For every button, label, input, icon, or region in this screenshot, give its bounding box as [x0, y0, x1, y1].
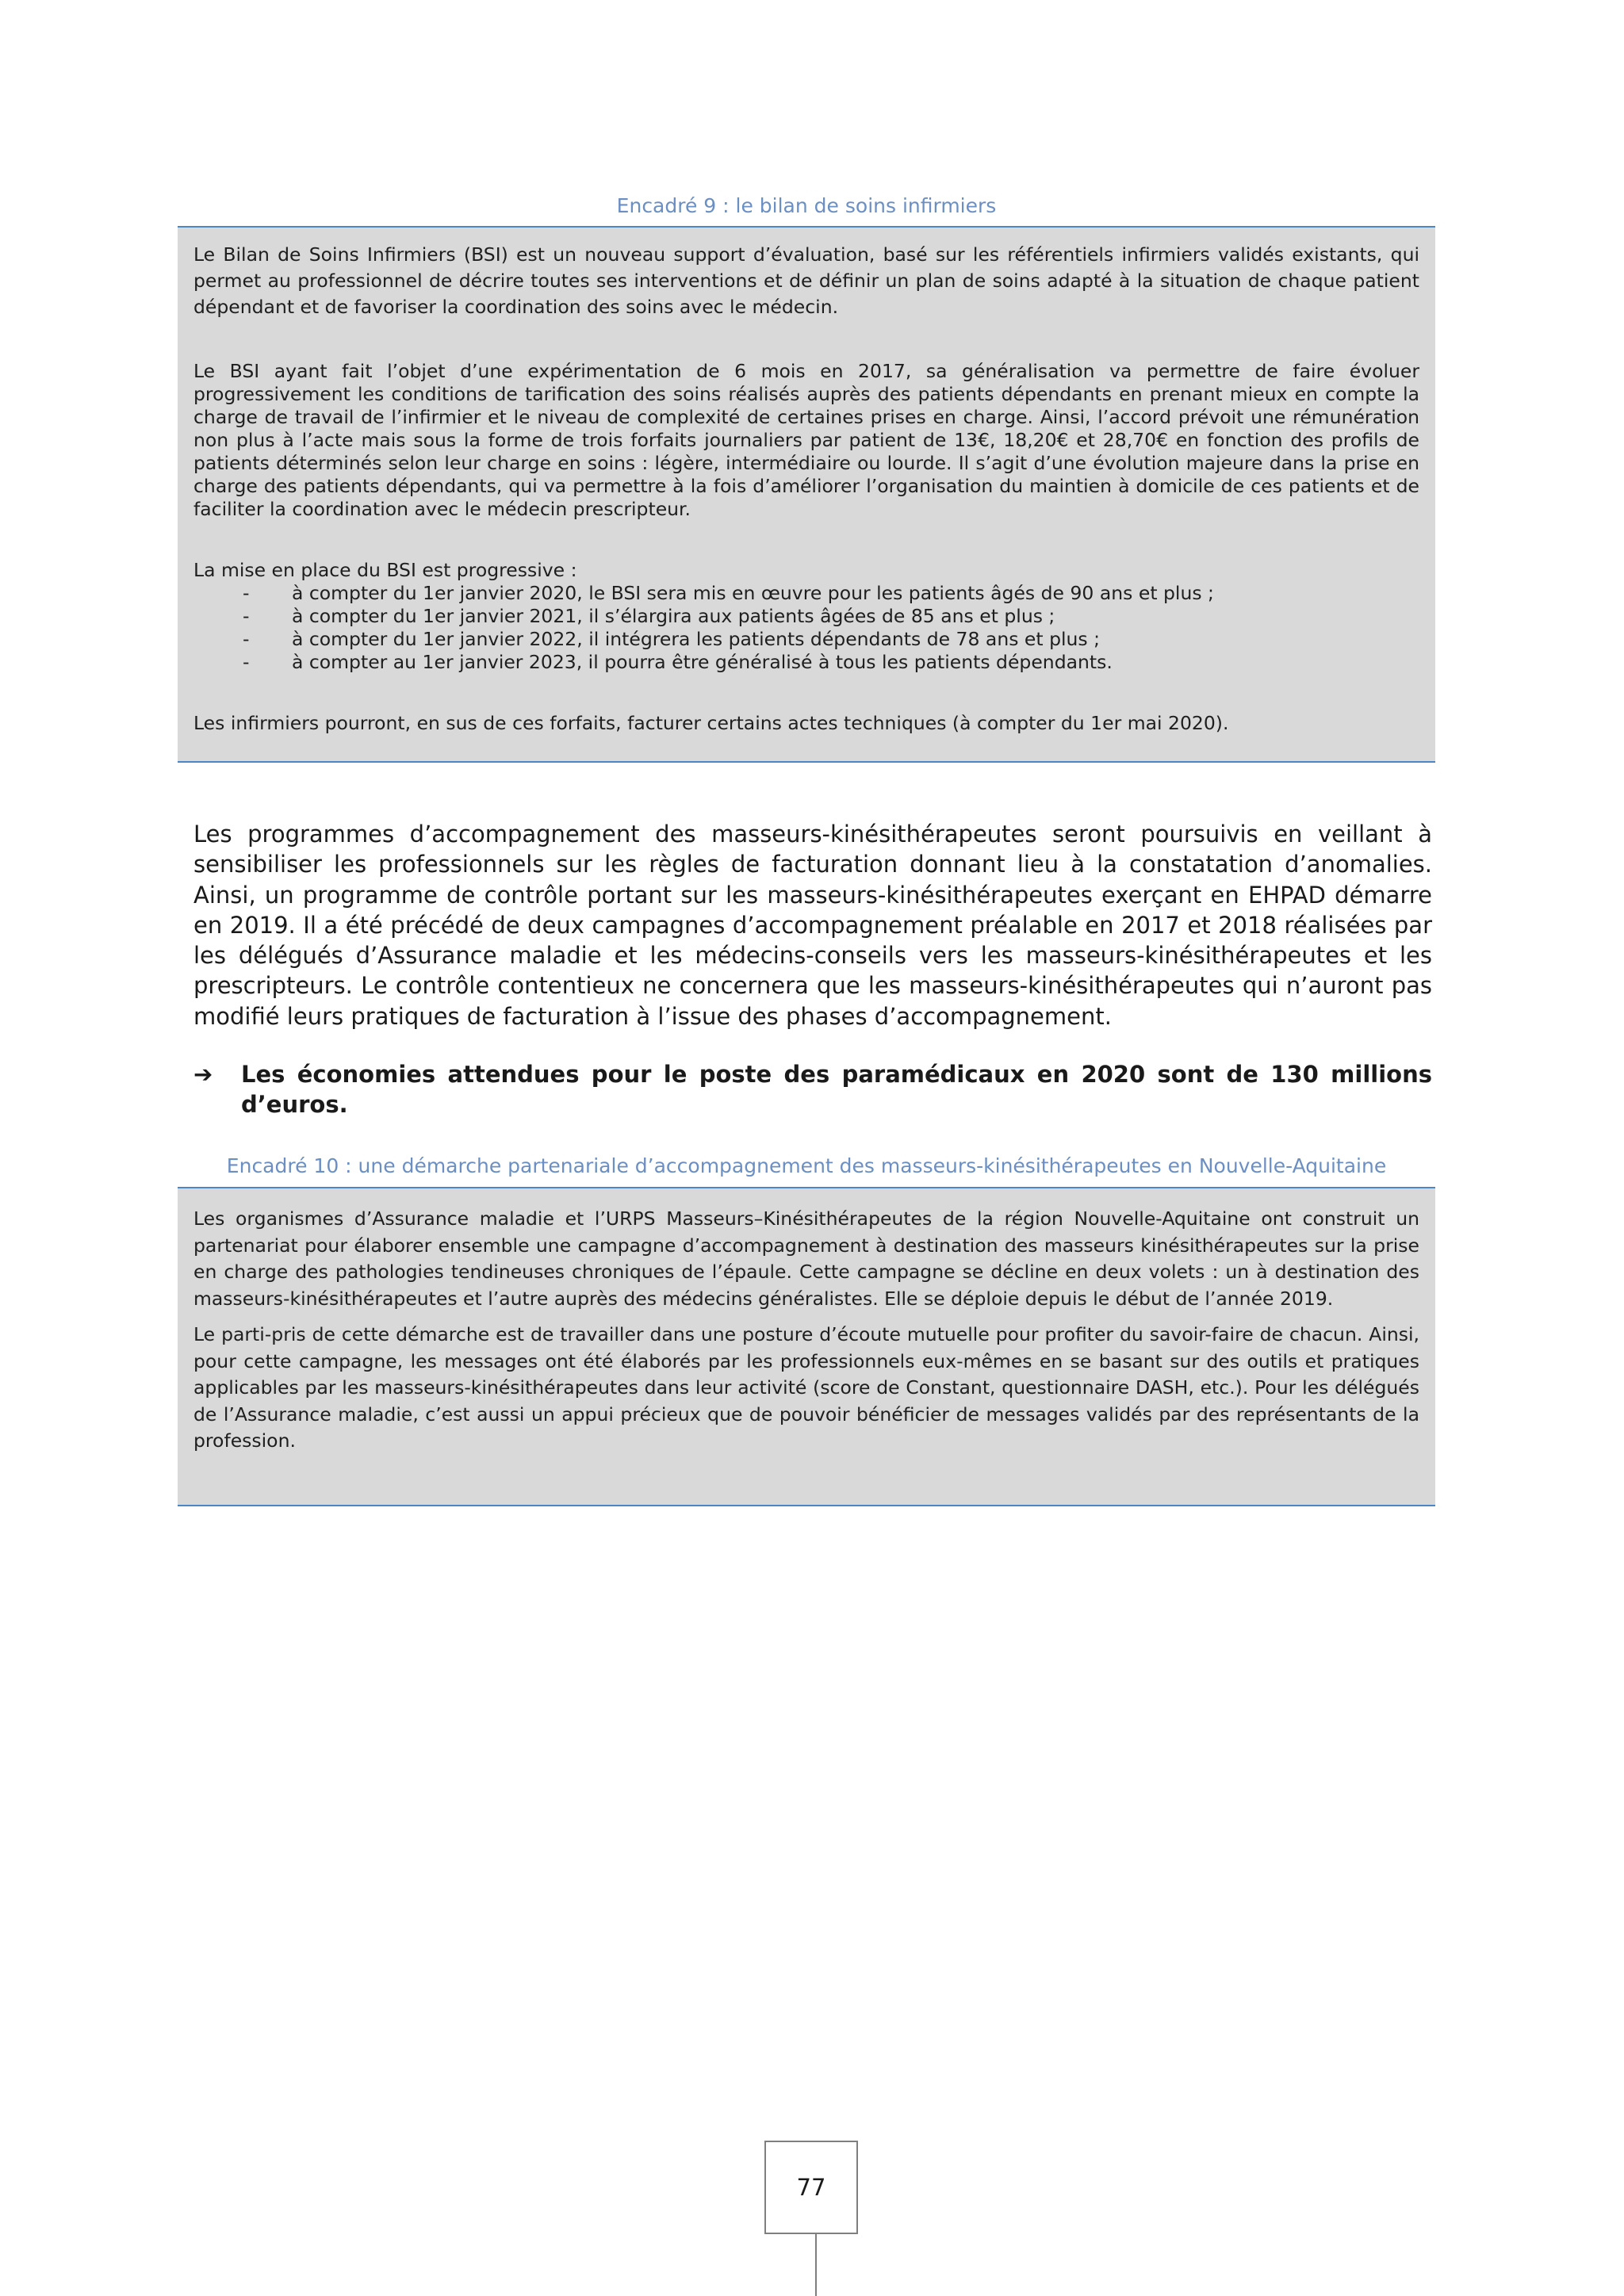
- box9-paragraph-4: Les infirmiers pourront, en sus de ces forfaits, facturer certains actes techniques (à compter du 1er mai 2020).: [193, 712, 1229, 734]
- bullet-dash: -: [243, 651, 250, 673]
- box10-paragraph-2: Le parti-pris de cette démarche est de travailler dans une posture d’écoute mutuelle pour profiter du savoir-faire de chacun. Ainsi, pour cette campagne, les messages ont été élaborés par les professionnels eux-mêmes en se basant sur des outils et pratiques applicables par les masseurs-kinésithérapeutes dans leur activité (score de Constant, questionnaire DASH, etc.). Pour les délégués de l’Assurance maladie, c’est aussi un appui précieux que de pouvoir bénéficier de messages validés par des représentants de la profession.: [193, 1323, 1419, 1452]
- box9-paragraph-1: Le Bilan de Soins Infirmiers (BSI) est un nouveau support d’évaluation, basé sur les référentiels infirmiers validés existants, qui permet au professionnel de décrire toutes ses interventions et de définir un plan de soins adapté à la situation de chaque patient dépendant et de favoriser la coordination des soins avec le médecin.: [193, 243, 1419, 318]
- box9-panel: [178, 226, 1435, 763]
- bullet-dash: -: [243, 605, 250, 627]
- conclusion-callout: [193, 1059, 1432, 1119]
- bullet-text: à compter du 1er janvier 2021, il s’élargira aux patients âgées de 85 ans et plus ;: [292, 605, 1055, 627]
- list-item: [193, 582, 1419, 605]
- body-paragraph: Les programmes d’accompagnement des masseurs-kinésithérapeutes seront poursuivis en veillant à sensibiliser les professionnels sur les règles de facturation donnant lieu à la constatation d’anomalies. Ainsi, un programme de contrôle portant sur les masseurs-kinésithérapeutes exerçant en EHPAD démarre en 2019. Il a été précédé de deux campagnes d’accompagnement préalable en 2017 et 2018 réalisées par les délégués d’Assurance maladie et les médecins-conseils vers les masseurs-kinésithérapeutes et les prescripteurs. Le contrôle contentieux ne concernera que les masseurs-kinésithérapeutes qui n’auront pas modifié leurs pratiques de facturation à l’issue des phases d’accompagnement.: [193, 821, 1432, 1030]
- box10-paragraph-1: Les organismes d’Assurance maladie et l’URPS Masseurs–Kinésithérapeutes de la région Nouvelle-Aquitaine ont construit un partenariat pour élaborer ensemble une campagne d’accompagnement à destination des masseurs kinésithérapeutes sur la prise en charge des pathologies tendineuses chroniques de l’épaule. Cette campagne se décline en deux volets : un à destination des masseurs-kinésithérapeutes et l’autre auprès des médecins généralistes. Elle se déploie depuis le début de l’année 2019.: [193, 1207, 1419, 1310]
- page-number-connector: [815, 2234, 817, 2296]
- conclusion-text: Les économies attendues pour le poste des paramédicaux en 2020 sont de 130 millions d’euros.: [241, 1061, 1432, 1118]
- box10-panel: [178, 1187, 1435, 1506]
- list-item: [193, 605, 1419, 628]
- arrow-right-icon: ➔: [193, 1061, 213, 1088]
- bullet-text: à compter au 1er janvier 2023, il pourra être généralisé à tous les patients dépendants.: [292, 651, 1113, 673]
- list-item: [193, 628, 1419, 651]
- page-number: [764, 2141, 858, 2234]
- list-item: [193, 651, 1419, 674]
- bullet-dash: -: [243, 628, 250, 650]
- bullet-text: à compter du 1er janvier 2022, il intégrera les patients dépendants de 78 ans et plus ;: [292, 628, 1101, 650]
- box9-paragraph-2: Le BSI ayant fait l’objet d’une expérimentation de 6 mois en 2017, sa généralisation va permettre de faire évoluer progressivement les conditions de tarification des soins réalisés auprès des patients dépendants en prenant mieux en compte la charge de travail de l’infirmier et le niveau de complexité de certaines prises en charge. Ainsi, l’accord prévoit une rémunération non plus à l’acte mais sous la forme de trois forfaits journaliers par patient de 13€, 18,20€ et 28,70€ en fonction des profils de patients déterminés selon leur charge en soins : légère, intermédiaire ou lourde. Il s’agit d’une évolution majeure dans la prise en charge des patients dépendants, qui va permettre à la fois d’améliorer l’organisation du maintien à domicile de ces patients et de faciliter la coordination avec le médecin prescripteur.: [193, 360, 1419, 520]
- box9-bullet-list: [193, 582, 1419, 674]
- bullet-dash: -: [243, 582, 250, 604]
- box9-caption: Encadré 9 : le bilan de soins infirmiers: [616, 194, 997, 217]
- box9-paragraph-3: La mise en place du BSI est progressive :: [193, 559, 577, 581]
- box10-caption: Encadré 10 : une démarche partenariale d’accompagnement des masseurs-kinésithérapeutes en Nouvelle-Aquitaine: [226, 1154, 1387, 1177]
- bullet-text: à compter du 1er janvier 2020, le BSI sera mis en œuvre pour les patients âgés de 90 ans et plus ;: [292, 582, 1214, 604]
- page-number-text: 77: [796, 2174, 826, 2201]
